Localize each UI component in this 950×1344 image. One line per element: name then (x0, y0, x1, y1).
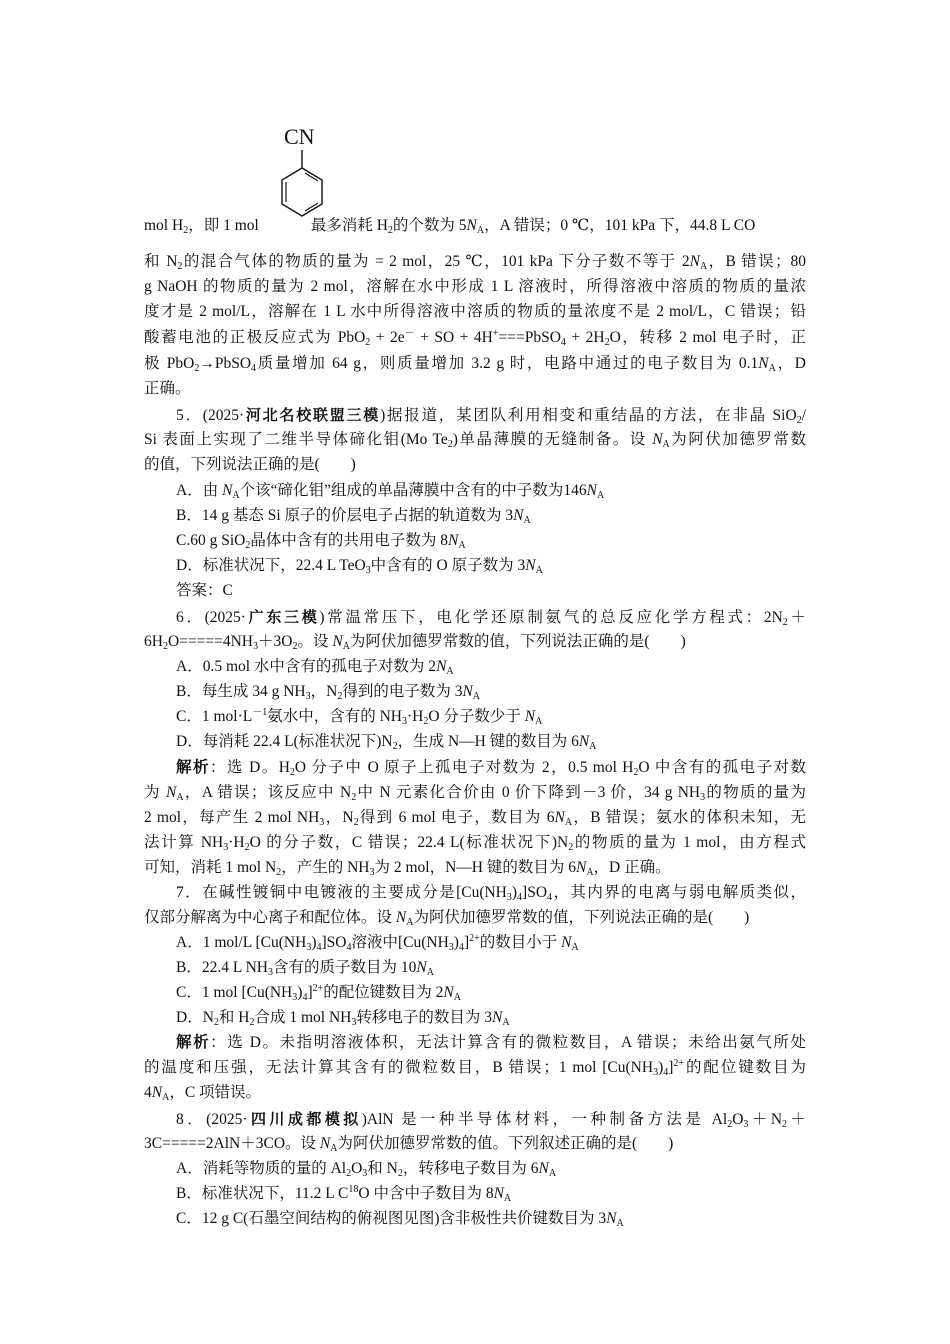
q6-explanation-line-3: 2 mol，每产生 2 mol $NH_3$，$N_2$得到 6 mol 电子，数目为 $6N_A$，B 错误；氨水的体积未知，无 (144, 809, 806, 828)
intro-line-6: 极 PbO$_2$→PbSO$_4$质量增加 64 g，则质量增加 3.2 g 时，电路中通过的电子数目为 $0.1N_A$，D (144, 355, 806, 374)
q7-explanation-line-2: 的温度和压强，无法计算其含有的微粒数目，B 错误；1 mol $[Cu(NH_3)_4]^{2+}$的配位键数目为 (144, 1058, 806, 1078)
q8-option-b: B．标准状况下，11.2 L $C^{18}O$ 中含中子数目为 $8N_A$ (176, 1184, 512, 1204)
q6-explanation-line-5: 可知，消耗 1 mol $N_2$，产生的 $NH_3$为 2 mol，N—H 键的数目为 $6N_A$，D 正确。 (144, 859, 671, 878)
q6-explanation-line-1: 解析：选 D。$H_2O$ 分子中 O 原子上孤电子对数为 2，0.5 mol $H_2O$ 中含有的孤电子对数 (176, 759, 806, 778)
q8-source: 四川成都模拟 (247, 1110, 362, 1128)
cn-label: CN (284, 124, 315, 149)
q8-option-a: A．消耗等物质的量的 $Al_2O_3$和 $N_2$，转移电子数目为 $6N_A$ (176, 1160, 557, 1179)
q6-option-b: B．每生成 34 g $NH_3$，$N_2$得到的电子数为 $3N_A$ (176, 683, 481, 702)
q6-option-d: D．每消耗 22.4 L(标准状况下)$N_2$，生成 N—H 键的数目为 $6N_A$ (176, 733, 597, 752)
q7-stem-line-1: 7．在碱性镀铜中电镀液的主要成分是$[Cu(NH_3)_4]SO_4$，其内界的电离与弱电解质类似， (176, 884, 806, 903)
q5-option-d: D．标准状况下，22.4 L TeO$_3$中含有的 O 原子数为 $3N_A$ (176, 557, 543, 576)
q7-stem-line-2: 仅部分解离为中心离子和配位体。设 $N_A$为阿伏加德罗常数的值，下列说法正确的是( ) (144, 909, 750, 928)
q6-explanation-line-4: 法计算 $NH_3\cdot H_2O$ 的分子数，C 错误；22.4 L(标准状况下)$N_2$的物质的量为 1 mol，由方程式 (144, 834, 806, 853)
q8-stem-line-2: 3C=====2AlN＋3CO。设 $N_A$为阿伏加德罗常数的值。下列叙述正确的是( ) (144, 1135, 674, 1154)
q6-stem-line-2: $6H_2O=====4NH_3+3O_2$。设 $N_A$为阿伏加德罗常数的值，下列说法正确的是( ) (144, 633, 686, 652)
q5-option-c: C.60 g SiO$_2$晶体中含有的共用电子数为 $8N_A$ (176, 532, 466, 551)
q5-source: 河北名校联盟三模 (244, 406, 381, 424)
intro-line-2: 和 $N_2$的混合气体的物质的量为 = 2 mol，25 ℃，101 kPa 下分子数不等于 $2N_A$，B 错误；80 (144, 253, 806, 272)
intro-line-1: mol $H_2$，即 1 mol 最多消耗 $H_2$的个数为 $5N_A$，A 错误；0 ℃，101 kPa 下，44.8 L CO (144, 217, 756, 236)
q5-stem-line-3: 的值，下列说法正确的是( ) (144, 456, 356, 473)
q6-option-a: A．0.5 mol 水中含有的孤电子对数为 $2N_A$ (176, 658, 454, 677)
q6-stem-line-1: 6．(2025·广东三模)常温常压下，电化学还原制氨气的总反应化学方程式：$2N_2+$ (176, 608, 806, 628)
q8-stem-line-1: 8．(2025·四川成都模拟)AlN 是一种半导体材料，一种制备方法是 $Al_2O_3+N_2+$ (176, 1110, 806, 1130)
intro-line-7: 正确。 (144, 380, 191, 397)
intro-line-5: 酸蓄电池的正极反应式为 PbO$_2$ + 2e－ + SO + 4H+===PbSO$_4$ + $2H_2O$，转移 2 mol 电子时，正 (144, 328, 807, 348)
q7-explanation-line-1: 解析：选 D。未指明溶液体积，无法计算含有的微粒数目，A 错误；未给出氨气所处 (176, 1034, 806, 1051)
q6-explanation-line-2: 为 $N_A$，A 错误；该反应中 $N_2$中 N 元素化合价由 0 价下降到－3 价，34 g $NH_3$的物质的量为 (144, 784, 806, 803)
q7-option-d: D．$N_2$和 $H_2$合成 1 mol $NH_3$转移电子的数目为 $3N_A$ (176, 1009, 510, 1028)
q7-option-c: C．1 mol $[Cu(NH_3)_4]^{2+}$的配位键数目为 $2N_A$ (176, 983, 461, 1003)
q5-option-b: B．14 g 基态 Si 原子的价层电子占据的轨道数为 $3N_A$ (176, 507, 531, 526)
q7-option-a: A．1 mol/L $[Cu(NH_3)_4]SO_4$溶液中$[Cu(NH_3)_4]^{2+}$的数目小于 $N_A$ (176, 933, 579, 953)
q7-option-b: B．22.4 L $NH_3$含有的质子数目为 $10N_A$ (176, 959, 434, 978)
q6-option-c: C．1 $mol\cdot L^{-1}$氨水中，含有的 $NH_3\cdot H_2O$ 分子数少于 $N_A$ (176, 707, 543, 727)
intro-line-4: 度才是 2 mol/L，溶解在 1 L 水中所得溶液中溶质的物质的量浓度不是 2 mol/L，C 错误；铅 (144, 303, 806, 320)
q6-source: 广东三模 (245, 608, 320, 626)
q5-stem-line-1: 5．(2025·河北名校联盟三模)据报道，某团队利用相变和重结晶的方法，在非晶 SiO$_2$/ (176, 406, 806, 426)
q5-stem-line-2: Si 表面上实现了二维半导体碲化钼(Mo $Te_2$)单晶薄膜的无缝制备。设 $N_A$为阿伏加德罗常数 (144, 431, 806, 450)
q5-option-a: A．由 $N_A$个该“碲化钼”组成的单晶薄膜中含有的中子数为$146N_A$ (176, 482, 605, 501)
q8-option-c: C．12 g C(石墨空间结构的俯视图见图)含非极性共价键数目为 $3N_A$ (176, 1210, 624, 1229)
intro-line-3: g NaOH 的物质的量为 2 mol，溶解在水中形成 1 L 溶液时，所得溶液中溶质的物质的量浓 (144, 278, 806, 295)
q7-explanation-line-3: $4N_A$，C 项错误。 (144, 1084, 262, 1103)
q5-answer: 答案：C (176, 582, 233, 599)
